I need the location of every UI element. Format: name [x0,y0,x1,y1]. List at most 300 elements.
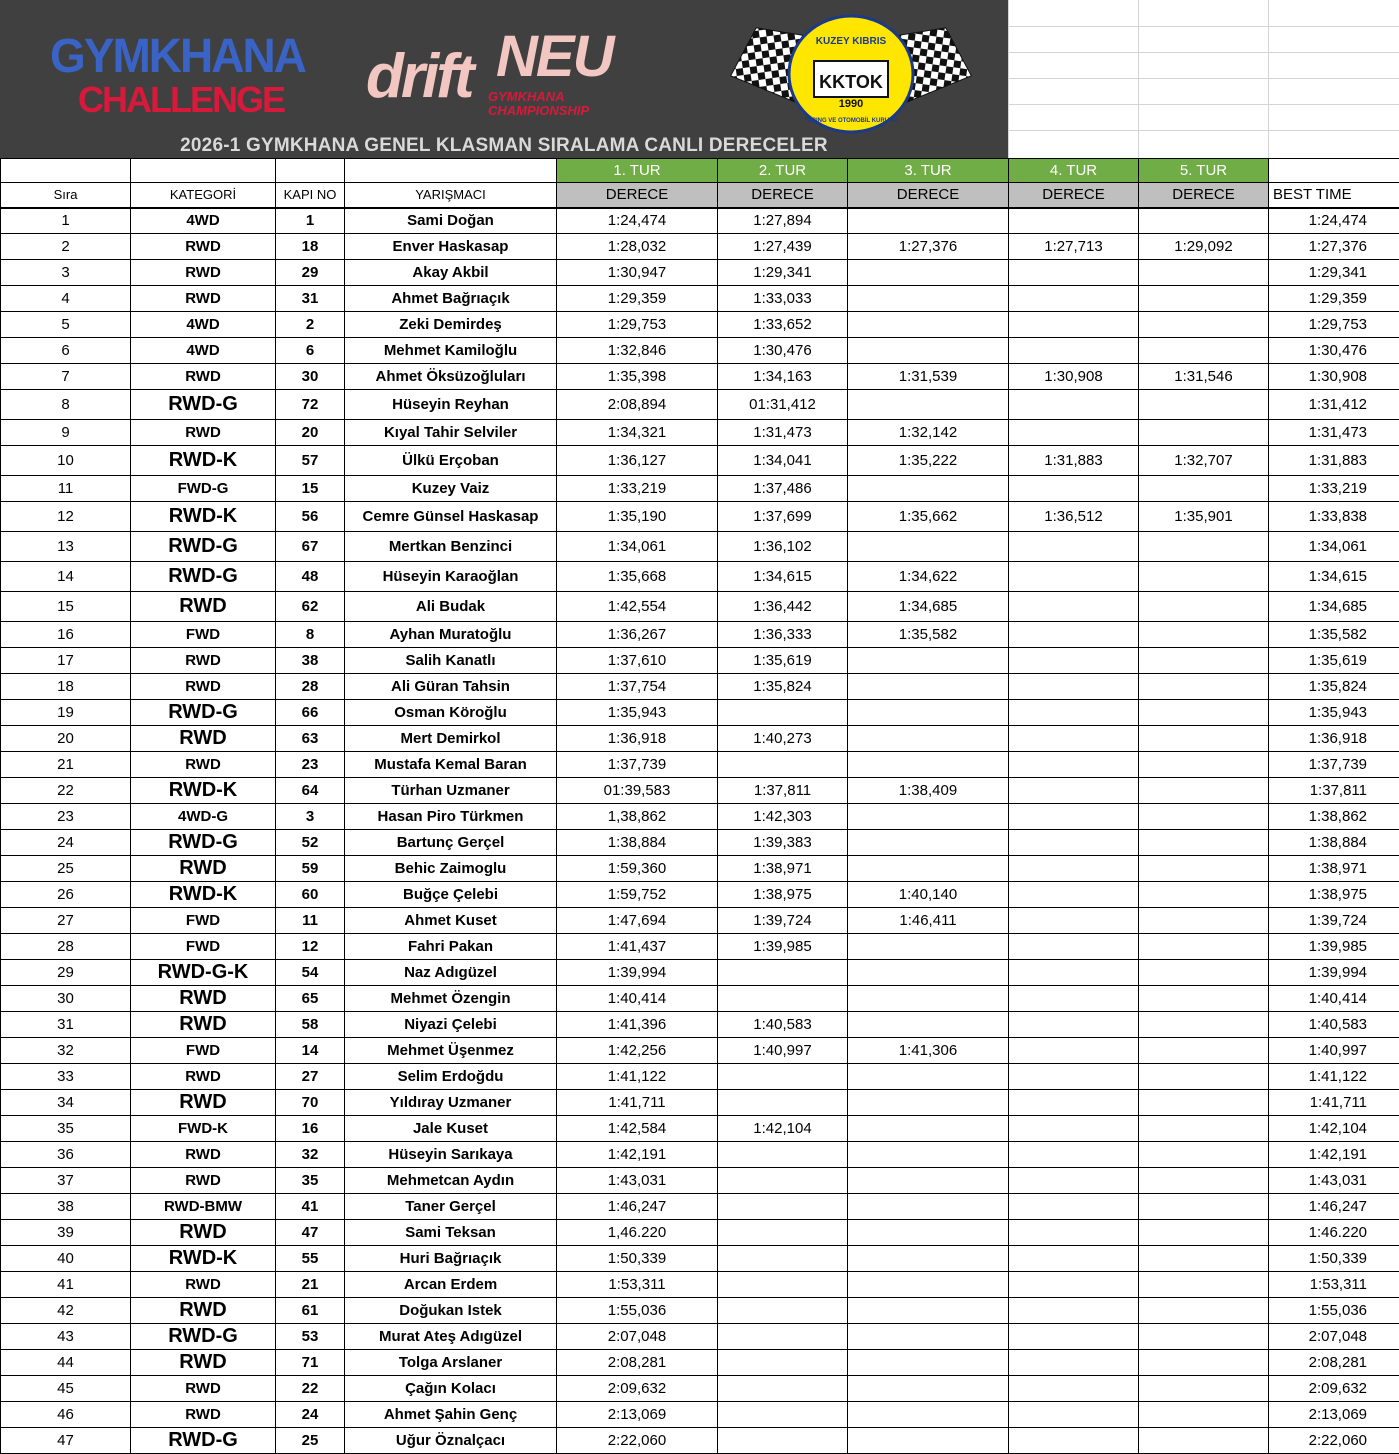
kategori-cell: FWD-K [131,1116,276,1142]
sira-cell: 1 [1,208,131,234]
best-time-cell: 1:38,975 [1269,882,1399,908]
yarismaci-cell: Ahmet Bağrıaçık [345,286,557,312]
table-row [1,532,1399,562]
tur-2-time-cell: 1:37,811 [718,778,848,804]
tur-4-time-cell [1009,622,1139,648]
tur-2-time-cell: 1:27,439 [718,234,848,260]
kapi-no-cell: 64 [276,778,345,804]
tur-1-time-cell: 1:46,247 [557,1194,718,1220]
tur-5-time-cell: 1:29,092 [1139,234,1269,260]
best-time-cell: 1:41,122 [1269,1064,1399,1090]
tur-3-time-cell: 1:32,142 [848,420,1009,446]
tur-4-time-cell: 1:36,512 [1009,502,1139,532]
tur-1-time-cell: 1:37,739 [557,752,718,778]
tur-5-time-cell [1139,1298,1269,1324]
tur-1-time-cell: 1:41,122 [557,1064,718,1090]
tur-3-time-cell [848,986,1009,1012]
kategori-cell: 4WD-G [131,804,276,830]
tur-5-time-cell [1139,390,1269,420]
best-time-cell: 1:31,473 [1269,420,1399,446]
tur-5-time-cell [1139,1168,1269,1194]
tur-2-time-cell [718,1298,848,1324]
kategori-cell: RWD-K [131,778,276,804]
tur-1-time-cell: 1:35,668 [557,562,718,592]
tur-1-time-cell: 1:41,437 [557,934,718,960]
yarismaci-cell: Tolga Arslaner [345,1350,557,1376]
tur-2-time-cell: 1:40,273 [718,726,848,752]
table-row [1,1272,1399,1298]
yarismaci-cell: Osman Köroğlu [345,700,557,726]
derece-header-1: DERECE [557,183,718,208]
tur-1-time-cell: 1:37,754 [557,674,718,700]
yarismaci-cell: Taner Gerçel [345,1194,557,1220]
sira-cell: 20 [1,726,131,752]
sira-cell: 34 [1,1090,131,1116]
tur-2-time-cell: 1:34,041 [718,446,848,476]
best-time-cell: 1:27,376 [1269,234,1399,260]
tur-4-time-cell [1009,390,1139,420]
tur-5-time-cell [1139,804,1269,830]
table-row [1,364,1399,390]
tur-2-time-cell: 1:37,486 [718,476,848,502]
sira-cell: 13 [1,532,131,562]
kapi-no-cell: 29 [276,260,345,286]
sira-cell: 28 [1,934,131,960]
tur-2-time-cell: 1:31,473 [718,420,848,446]
tur-5-time-cell [1139,1376,1269,1402]
kapi-no-cell: 60 [276,882,345,908]
sira-cell: 2 [1,234,131,260]
kapi-no-cell: 2 [276,312,345,338]
tur-3-time-cell [848,830,1009,856]
kapi-no-cell: 70 [276,1090,345,1116]
tur-4-time-cell [1009,1064,1139,1090]
tur-1-time-cell: 1:36,918 [557,726,718,752]
kategori-cell: RWD [131,856,276,882]
tur-2-time-cell: 1:35,824 [718,674,848,700]
tur-4-time-cell [1009,1272,1139,1298]
tur-3-time-cell [848,856,1009,882]
best-time-cell: 1:38,971 [1269,856,1399,882]
kapi-no-cell: 21 [276,1272,345,1298]
yarismaci-cell: Fahri Pakan [345,934,557,960]
yarismaci-cell: Arcan Erdem [345,1272,557,1298]
page-title [0,134,1008,158]
best-time-cell: 1:30,908 [1269,364,1399,390]
tur-3-time-cell: 1:27,376 [848,234,1009,260]
tur-5-header: 5. TUR [1139,159,1269,183]
kktok-year-text: 1990 [838,98,864,110]
sira-cell: 14 [1,562,131,592]
tur-5-time-cell [1139,260,1269,286]
yarismaci-cell: Hüseyin Reyhan [345,390,557,420]
table-row [1,1350,1399,1376]
table-row [1,562,1399,592]
tur-4-time-cell [1009,420,1139,446]
kategori-cell: RWD [131,1298,276,1324]
tur-3-time-cell [848,1220,1009,1246]
sira-header: Sıra [1,183,131,208]
tur-5-time-cell [1139,856,1269,882]
kategori-cell: FWD [131,934,276,960]
sira-cell: 15 [1,592,131,622]
table-row [1,1220,1399,1246]
best-time-cell: 1:41,711 [1269,1090,1399,1116]
kategori-cell: 4WD [131,338,276,364]
table-row [1,1090,1399,1116]
tur-2-time-cell: 1:39,724 [718,908,848,934]
tur-4-time-cell [1009,1116,1139,1142]
best-time-cell: 1:43,031 [1269,1168,1399,1194]
table-row [1,700,1399,726]
yarismaci-cell: Hüseyin Sarıkaya [345,1142,557,1168]
kategori-cell: 4WD [131,312,276,338]
yarismaci-cell: Uğur Öznalçacı [345,1428,557,1454]
kapi-no-cell: 61 [276,1298,345,1324]
derece-header-2: DERECE [718,183,848,208]
yarismaci-cell: Akay Akbil [345,260,557,286]
sira-cell: 40 [1,1246,131,1272]
kapi-no-cell: 22 [276,1376,345,1402]
kapi-no-cell: 8 [276,622,345,648]
tur-3-time-cell [848,1168,1009,1194]
kategori-cell: RWD [131,1272,276,1298]
tur-2-time-cell: 1:29,341 [718,260,848,286]
kapi-no-cell: 30 [276,364,345,390]
tur-4-time-cell [1009,804,1139,830]
tur-2-time-cell [718,986,848,1012]
best-time-cell: 1:40,414 [1269,986,1399,1012]
tur-5-time-cell [1139,1246,1269,1272]
tur-5-time-cell: 1:35,901 [1139,502,1269,532]
sira-cell: 30 [1,986,131,1012]
tur-5-time-cell [1139,908,1269,934]
table-row [1,476,1399,502]
kapi-no-cell: 56 [276,502,345,532]
table-row [1,1194,1399,1220]
tur-3-time-cell [848,1350,1009,1376]
tur-1-time-cell: 1:37,610 [557,648,718,674]
tur-4-time-cell [1009,986,1139,1012]
kategori-cell: RWD-G [131,390,276,420]
tur-1-time-cell: 2:09,632 [557,1376,718,1402]
tur-2-time-cell: 1:42,104 [718,1116,848,1142]
tur-4-time-cell [1009,532,1139,562]
best-time-cell: 1:50,339 [1269,1246,1399,1272]
sira-cell: 12 [1,502,131,532]
tur-1-time-cell: 1:50,339 [557,1246,718,1272]
sira-cell: 31 [1,1012,131,1038]
tur-2-time-cell [718,1220,848,1246]
kategori-cell: RWD [131,364,276,390]
tur-5-time-cell [1139,648,1269,674]
tur-2-time-cell: 1:42,303 [718,804,848,830]
yarismaci-cell: Sami Doğan [345,208,557,234]
sira-cell: 39 [1,1220,131,1246]
kapi-no-cell: 57 [276,446,345,476]
kategori-cell: RWD [131,1220,276,1246]
yarismaci-cell: Ayhan Muratoğlu [345,622,557,648]
kapi-no-cell: 53 [276,1324,345,1350]
best-time-cell: 1:35,943 [1269,700,1399,726]
best-time-cell: 1:34,685 [1269,592,1399,622]
yarismaci-cell: Sami Teksan [345,1220,557,1246]
tur-5-time-cell [1139,622,1269,648]
tur-3-time-cell [848,1064,1009,1090]
tur-2-time-cell [718,1376,848,1402]
table-row [1,260,1399,286]
yarismaci-cell: Selim Erdoğdu [345,1064,557,1090]
tur-4-time-cell [1009,726,1139,752]
tur-2-time-cell [718,960,848,986]
table-row [1,986,1399,1012]
sira-cell: 16 [1,622,131,648]
sira-cell: 5 [1,312,131,338]
kategori-cell: RWD-G [131,1428,276,1454]
tur-2-time-cell: 1:40,997 [718,1038,848,1064]
tur-3-time-cell [848,1402,1009,1428]
best-time-cell: 1:37,739 [1269,752,1399,778]
tur-3-header: 3. TUR [848,159,1009,183]
tur-1-time-cell: 1:35,398 [557,364,718,390]
gymkhana-challenge-logo [48,27,305,128]
yarismaci-cell: Yıldıray Uzmaner [345,1090,557,1116]
table-row [1,312,1399,338]
sira-cell: 35 [1,1116,131,1142]
tur-5-time-cell [1139,592,1269,622]
kapi-no-cell: 47 [276,1220,345,1246]
kapi-no-header: KAPI NO [276,183,345,208]
sira-cell: 46 [1,1402,131,1428]
tur-1-time-cell: 2:08,894 [557,390,718,420]
sira-cell: 9 [1,420,131,446]
tur-4-time-cell [1009,1194,1139,1220]
tur-3-time-cell [848,726,1009,752]
tur-4-time-cell [1009,752,1139,778]
yarismaci-cell: Ahmet Öksüzoğluları [345,364,557,390]
best-time-cell: 1:40,997 [1269,1038,1399,1064]
yarismaci-header: YARIŞMACI [345,183,557,208]
kategori-cell: RWD-K [131,1246,276,1272]
sira-cell: 29 [1,960,131,986]
table-row [1,1324,1399,1350]
yarismaci-cell: Niyazi Çelebi [345,1012,557,1038]
tur-2-time-cell [718,1064,848,1090]
tur-4-time-cell [1009,1142,1139,1168]
tur-3-time-cell [848,1090,1009,1116]
table-row [1,830,1399,856]
best-time-cell: 2:09,632 [1269,1376,1399,1402]
tur-1-time-cell: 1:28,032 [557,234,718,260]
tur-3-time-cell: 1:35,582 [848,622,1009,648]
table-row [1,908,1399,934]
table-row [1,592,1399,622]
kapi-no-cell: 58 [276,1012,345,1038]
tur-2-time-cell: 1:39,985 [718,934,848,960]
derece-header-5: DERECE [1139,183,1269,208]
neu-word: NEU [496,24,613,89]
yarismaci-cell: Mehmet Kamiloğlu [345,338,557,364]
kategori-cell: RWD [131,286,276,312]
kapi-no-cell: 12 [276,934,345,960]
tur-1-time-cell: 1:53,311 [557,1272,718,1298]
table-row [1,1428,1399,1454]
best-time-cell: 1:53,311 [1269,1272,1399,1298]
tur-4-time-cell [1009,1350,1139,1376]
best-time-cell: 1:39,724 [1269,908,1399,934]
tur-4-time-cell [1009,700,1139,726]
tur-4-time-cell [1009,1298,1139,1324]
kategori-cell: RWD [131,752,276,778]
yarismaci-cell: Enver Haskasap [345,234,557,260]
best-time-cell: 1:31,412 [1269,390,1399,420]
tur-2-time-cell [718,1428,848,1454]
kategori-cell: RWD [131,1090,276,1116]
kategori-cell: RWD [131,1168,276,1194]
tur-1-time-cell: 2:08,281 [557,1350,718,1376]
kapi-no-cell: 31 [276,286,345,312]
tur-3-time-cell [848,338,1009,364]
kapi-no-cell: 20 [276,420,345,446]
table-row [1,1038,1399,1064]
kapi-no-cell: 35 [276,1168,345,1194]
tur-4-time-cell [1009,1324,1139,1350]
kategori-cell: FWD [131,908,276,934]
tur-2-time-cell [718,1402,848,1428]
sira-cell: 37 [1,1168,131,1194]
sira-cell: 41 [1,1272,131,1298]
kapi-no-cell: 63 [276,726,345,752]
tur-1-time-cell: 1:42,584 [557,1116,718,1142]
tur-5-time-cell [1139,1012,1269,1038]
yarismaci-cell: Türhan Uzmaner [345,778,557,804]
kategori-cell: RWD [131,1012,276,1038]
tur-5-time-cell [1139,934,1269,960]
tur-4-time-cell [1009,934,1139,960]
tur-1-time-cell: 1:47,694 [557,908,718,934]
kapi-no-cell: 3 [276,804,345,830]
tur-1-time-cell: 1:32,846 [557,338,718,364]
tur-3-time-cell: 1:34,622 [848,562,1009,592]
tur-3-time-cell [848,960,1009,986]
yarismaci-cell: Ali Budak [345,592,557,622]
tur-5-time-cell [1139,1142,1269,1168]
kapi-no-cell: 62 [276,592,345,622]
sira-cell: 44 [1,1350,131,1376]
kategori-cell: FWD [131,1038,276,1064]
tur-3-time-cell: 1:40,140 [848,882,1009,908]
tur-3-time-cell [848,1194,1009,1220]
sira-cell: 17 [1,648,131,674]
tur-3-time-cell [848,1376,1009,1402]
tur-5-time-cell [1139,986,1269,1012]
kapi-no-cell: 28 [276,674,345,700]
tur-4-time-cell [1009,778,1139,804]
sira-cell: 47 [1,1428,131,1454]
yarismaci-cell: Ahmet Şahin Genç [345,1402,557,1428]
kategori-cell: RWD-G [131,532,276,562]
kapi-no-cell: 71 [276,1350,345,1376]
kategori-cell: RWD [131,986,276,1012]
tur-2-time-cell: 1:30,476 [718,338,848,364]
tur-2-time-cell [718,1324,848,1350]
tur-5-time-cell [1139,1402,1269,1428]
sira-cell: 6 [1,338,131,364]
tur-1-time-cell: 1:35,943 [557,700,718,726]
best-time-cell: 1:24,474 [1269,208,1399,234]
tur-2-time-cell [718,1090,848,1116]
yarismaci-cell: Mertkan Benzinci [345,532,557,562]
best-time-cell: 1:42,191 [1269,1142,1399,1168]
table-row [1,622,1399,648]
tur-5-time-cell [1139,1090,1269,1116]
tur-1-time-cell: 1:34,321 [557,420,718,446]
results-table [0,158,1399,1454]
kapi-no-cell: 16 [276,1116,345,1142]
kategori-cell: RWD-K [131,446,276,476]
tur-4-time-cell [1009,856,1139,882]
tur-5-time-cell [1139,830,1269,856]
tur-1-time-cell: 1:34,061 [557,532,718,562]
kategori-cell: RWD [131,1142,276,1168]
tur-3-time-cell: 1:46,411 [848,908,1009,934]
table-row [1,1064,1399,1090]
kategori-cell: RWD-G [131,562,276,592]
best-time-cell: 1:34,061 [1269,532,1399,562]
tur-2-time-cell: 1:38,975 [718,882,848,908]
kategori-cell: RWD [131,1402,276,1428]
tur-1-time-cell: 1:40,414 [557,986,718,1012]
yarismaci-cell: Naz Adıgüzel [345,960,557,986]
table-row [1,502,1399,532]
kategori-cell: RWD [131,234,276,260]
kapi-no-cell: 32 [276,1142,345,1168]
sira-cell: 3 [1,260,131,286]
table-row [1,1142,1399,1168]
table-row [1,338,1399,364]
best-time-cell: 1:35,582 [1269,622,1399,648]
table-row [1,1012,1399,1038]
table-row [1,934,1399,960]
tur-1-time-cell: 1:41,396 [557,1012,718,1038]
tur-5-time-cell [1139,960,1269,986]
sira-cell: 22 [1,778,131,804]
tur-5-time-cell [1139,562,1269,592]
table-row [1,1116,1399,1142]
sira-cell: 23 [1,804,131,830]
tur-4-time-cell [1009,592,1139,622]
tur-5-time-cell [1139,1324,1269,1350]
yarismaci-cell: Bartunç Gerçel [345,830,557,856]
kapi-no-cell: 15 [276,476,345,502]
best-time-cell: 2:07,048 [1269,1324,1399,1350]
tur-4-time-cell [1009,830,1139,856]
gymkhana-logo-line2: CHALLENGE [78,79,284,120]
tur-4-time-cell [1009,1246,1139,1272]
tur-3-time-cell [848,1246,1009,1272]
tur-5-time-cell [1139,778,1269,804]
tur-5-time-cell: 1:31,546 [1139,364,1269,390]
kapi-no-cell: 1 [276,208,345,234]
tur-4-header: 4. TUR [1009,159,1139,183]
tur-1-time-cell: 1,38,862 [557,804,718,830]
tur-3-time-cell [848,1116,1009,1142]
tur-4-time-cell [1009,338,1139,364]
table-row [1,960,1399,986]
kapi-no-cell: 59 [276,856,345,882]
sira-cell: 10 [1,446,131,476]
kktok-logo [722,8,980,134]
